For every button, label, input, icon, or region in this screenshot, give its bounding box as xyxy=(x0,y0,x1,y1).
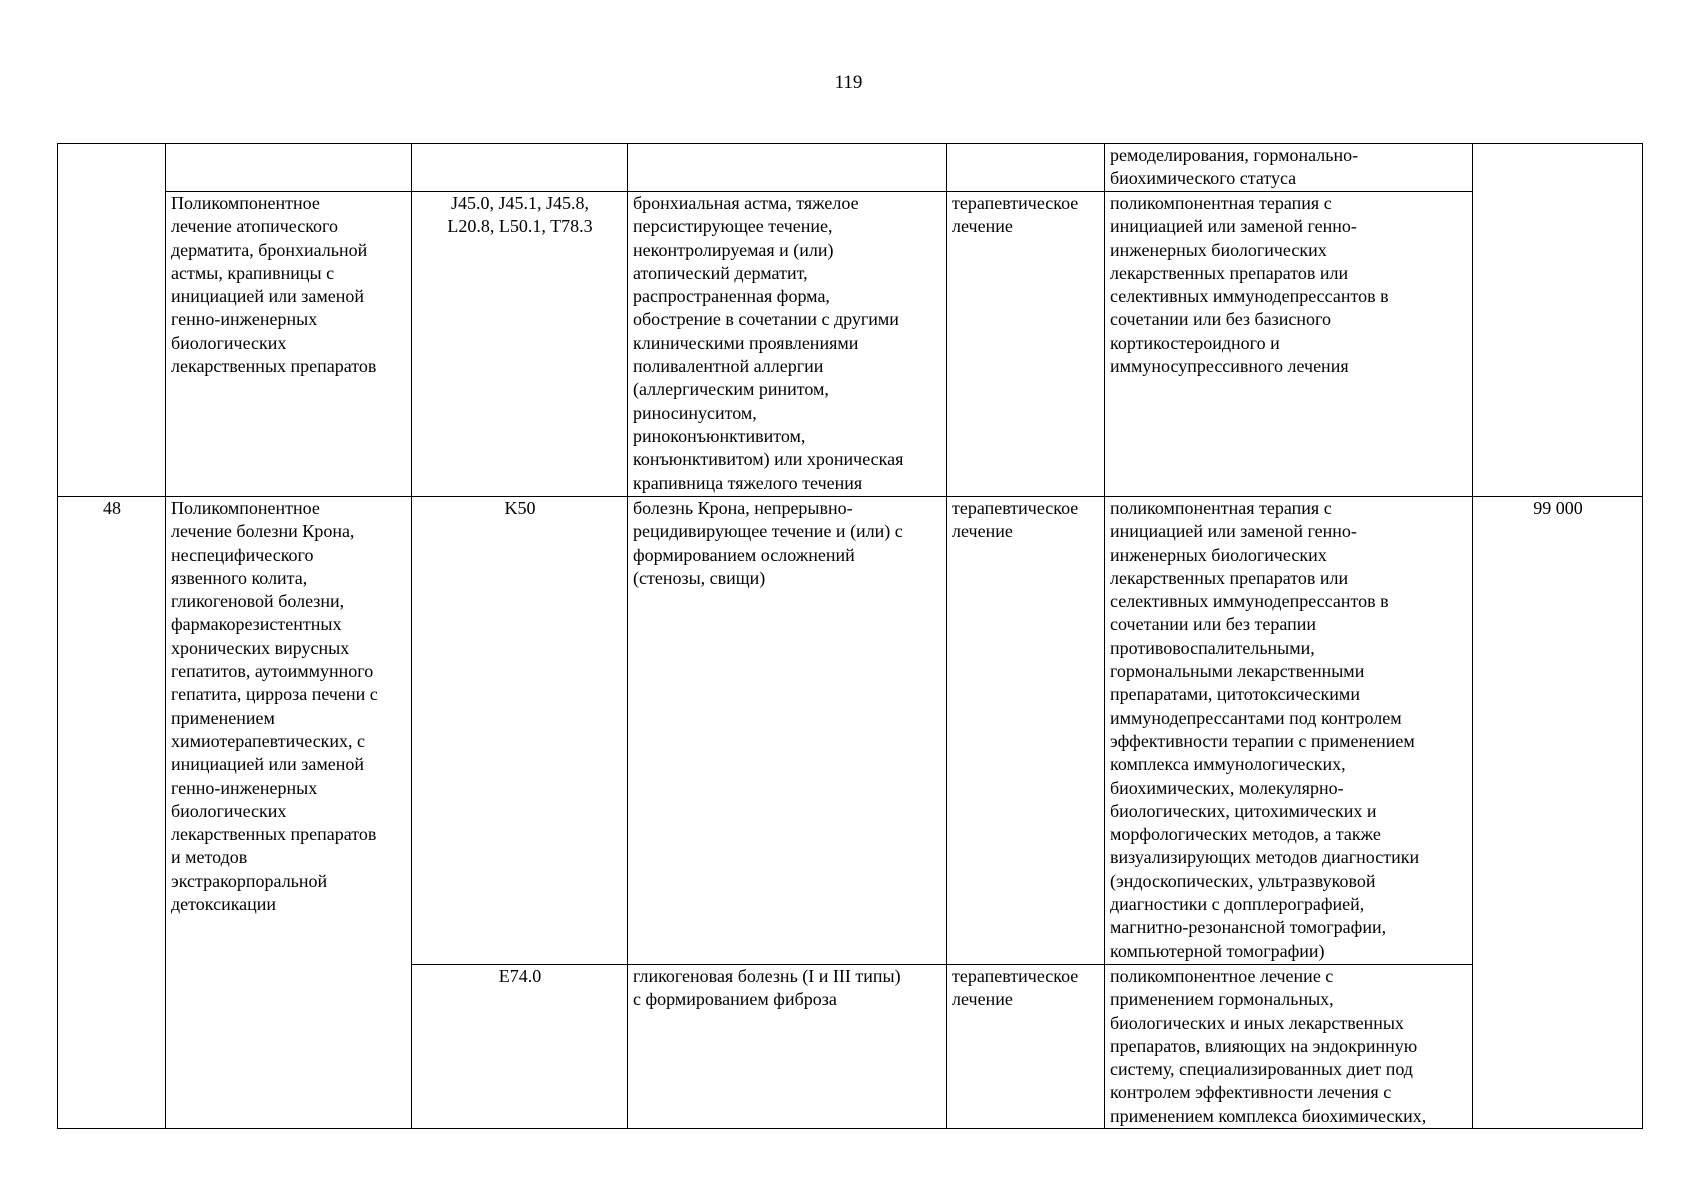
cost-cell: 99 000 xyxy=(1473,497,1643,1129)
text-line: экстракорпоральной xyxy=(171,870,328,891)
text-line: компьютерной томографии) xyxy=(1110,940,1325,961)
text-line: болезнь Крона, непрерывно- xyxy=(633,498,853,518)
text-line: генно-инженерных xyxy=(171,777,318,798)
text-line: визуализирующих методов диагностики xyxy=(1110,847,1420,868)
text-line: обострение в сочетании с другими xyxy=(633,309,899,330)
treatment-type-cell xyxy=(947,144,1105,192)
patient-model-cell xyxy=(628,144,947,192)
text-line: язвенного колита, xyxy=(171,567,308,588)
text-line: дерматита, бронхиальной xyxy=(171,239,368,260)
treatment-method-cell xyxy=(1105,192,1473,497)
text-line: биологических xyxy=(171,800,287,821)
text-line: селективных иммунодепрессантов в xyxy=(1110,286,1389,307)
text-line: применением комплекса биохимических, xyxy=(1110,1105,1427,1126)
text-line: (стенозы, свищи) xyxy=(633,567,766,588)
text-line: E74.0 xyxy=(498,966,542,986)
text-line: контролем эффективности лечения с xyxy=(1110,1082,1392,1103)
icd-codes-cell xyxy=(412,497,628,965)
text-line: гепатитов, аутоиммунного xyxy=(171,661,374,682)
text-line: препаратов, влияющих на эндокринную xyxy=(1110,1035,1418,1056)
text-line: биохимических, молекулярно- xyxy=(1110,777,1344,798)
text-line: астмы, крапивницы с xyxy=(171,262,335,283)
row-number-cell xyxy=(58,144,166,497)
patient-model-cell xyxy=(628,965,947,1129)
text-line: лекарственных препаратов или xyxy=(1110,262,1349,283)
treatment-name-cell xyxy=(166,497,412,1129)
text-line: лекарственных препаратов xyxy=(171,356,377,377)
table-row xyxy=(58,144,1643,192)
text-line: гликогеновой болезни, xyxy=(171,591,345,612)
text-line: гликогеновая болезнь (I и III типы) xyxy=(633,966,901,986)
text-line: ремоделирования, гормонально- xyxy=(1110,145,1359,165)
text-line: и методов xyxy=(171,847,248,868)
text-line: Поликомпонентное xyxy=(171,498,320,518)
text-line: детоксикации xyxy=(171,894,277,915)
text-line: комплекса иммунологических, xyxy=(1110,754,1346,775)
text-line: K50 xyxy=(504,498,536,518)
text-line: иммунодепрессантами под контролем xyxy=(1110,707,1402,728)
text-line: биологических и иных лекарственных xyxy=(1110,1012,1404,1033)
text-line: лекарственных препаратов xyxy=(171,824,377,845)
treatment-name-cell xyxy=(166,144,412,192)
text-line: L20.8, L50.1, T78.3 xyxy=(447,216,593,237)
text-line: бронхиальная астма, тяжелое xyxy=(633,193,859,213)
text-line: лечение xyxy=(952,521,1013,542)
text-line: сочетании или без терапии xyxy=(1110,614,1317,635)
patient-model-cell xyxy=(628,192,947,497)
treatment-method-cell xyxy=(1105,965,1473,1129)
text-line: Поликомпонентное xyxy=(171,193,320,213)
treatment-type-cell xyxy=(947,965,1105,1129)
text-line: гормональными лекарственными xyxy=(1110,661,1365,682)
text-line: морфологических методов, а также xyxy=(1110,824,1381,845)
text-line: конъюнктивитом) или хроническая xyxy=(633,449,904,470)
icd-codes-cell xyxy=(412,965,628,1129)
text-line: терапевтическое xyxy=(952,498,1079,518)
text-line: персистирующее течение, xyxy=(633,216,833,237)
text-line: кортикостероидного и xyxy=(1110,332,1280,353)
patient-model-cell xyxy=(628,497,947,965)
icd-codes-cell xyxy=(412,144,628,192)
text-line: инициацией или заменой генно- xyxy=(1110,521,1357,542)
text-line: риноконъюнктивитом, xyxy=(633,425,806,446)
text-line: биохимического статуса xyxy=(1110,168,1297,189)
text-line: поликомпонентная терапия с xyxy=(1110,498,1332,518)
text-line: поликомпонентная терапия с xyxy=(1110,193,1332,213)
row-number-cell: 48 xyxy=(58,497,166,1129)
text-line: инициацией или заменой xyxy=(171,754,365,775)
text-line: инженерных биологических xyxy=(1110,239,1327,260)
text-line: эффективности терапии с применением xyxy=(1110,730,1415,751)
treatment-method-cell xyxy=(1105,497,1473,965)
text-line: лекарственных препаратов или xyxy=(1110,567,1349,588)
text-line: неспецифического xyxy=(171,544,314,565)
table-row xyxy=(58,192,1643,497)
text-line: химиотерапевтических, с xyxy=(171,730,366,751)
text-line: хронических вирусных xyxy=(171,637,350,658)
text-line: фармакорезистентных xyxy=(171,614,342,635)
text-line: лечение xyxy=(952,216,1013,237)
text-line: с формированием фиброза xyxy=(633,989,837,1010)
text-line: магнитно-резонансной томографии, xyxy=(1110,917,1387,938)
text-line: рецидивирующее течение и (или) с xyxy=(633,521,903,542)
text-line: инициацией или заменой генно- xyxy=(1110,216,1357,237)
text-line: J45.0, J45.1, J45.8, xyxy=(450,193,589,213)
text-line: генно-инженерных xyxy=(171,309,318,330)
treatment-type-cell xyxy=(947,497,1105,965)
text-line: систему, специализированных диет под xyxy=(1110,1059,1413,1080)
text-line: терапевтическое xyxy=(952,193,1079,213)
text-line: иммуносупрессивного лечения xyxy=(1110,356,1349,377)
text-line: поликомпонентное лечение с xyxy=(1110,966,1334,986)
treatment-name-cell xyxy=(166,192,412,497)
icd-codes-cell xyxy=(412,192,628,497)
text-line: крапивница тяжелого течения xyxy=(633,472,863,493)
text-line: инженерных биологических xyxy=(1110,544,1327,565)
page-number: 119 xyxy=(834,72,863,93)
text-line: клиническими проявлениями xyxy=(633,332,859,353)
text-line: лечение xyxy=(952,989,1013,1010)
treatment-method-cell xyxy=(1105,144,1473,192)
text-line: биологических xyxy=(171,332,287,353)
text-line: диагностики с допплерографией, xyxy=(1110,894,1365,915)
text-line: терапевтическое xyxy=(952,966,1079,986)
text-line: распространенная форма, xyxy=(633,286,830,307)
text-line: противовоспалительными, xyxy=(1110,637,1315,658)
text-line: сочетании или без базисного xyxy=(1110,309,1331,330)
text-line: формированием осложнений xyxy=(633,544,855,565)
cost-cell xyxy=(1473,144,1643,497)
table-row xyxy=(58,497,1643,965)
text-line: риносинуситом, xyxy=(633,402,757,423)
text-line: (аллергическим ринитом, xyxy=(633,379,829,400)
text-line: применением xyxy=(171,707,275,728)
text-line: поливалентной аллергии xyxy=(633,356,824,377)
treatment-type-cell xyxy=(947,192,1105,497)
text-line: лечение болезни Крона, xyxy=(171,521,355,542)
text-line: (эндоскопических, ультразвуковой xyxy=(1110,870,1376,891)
text-line: препаратами, цитотоксическими xyxy=(1110,684,1360,705)
text-line: лечение атопического xyxy=(171,216,338,237)
text-line: применением гормональных, xyxy=(1110,989,1334,1010)
text-line: инициацией или заменой xyxy=(171,286,365,307)
text-line: гепатита, цирроза печени с xyxy=(171,684,378,705)
medical-care-table xyxy=(57,143,1643,1129)
text-line: селективных иммунодепрессантов в xyxy=(1110,591,1389,612)
text-line: биологических, цитохимических и xyxy=(1110,800,1377,821)
text-line: неконтролируемая и (или) xyxy=(633,239,834,260)
text-line: атопический дерматит, xyxy=(633,262,808,283)
